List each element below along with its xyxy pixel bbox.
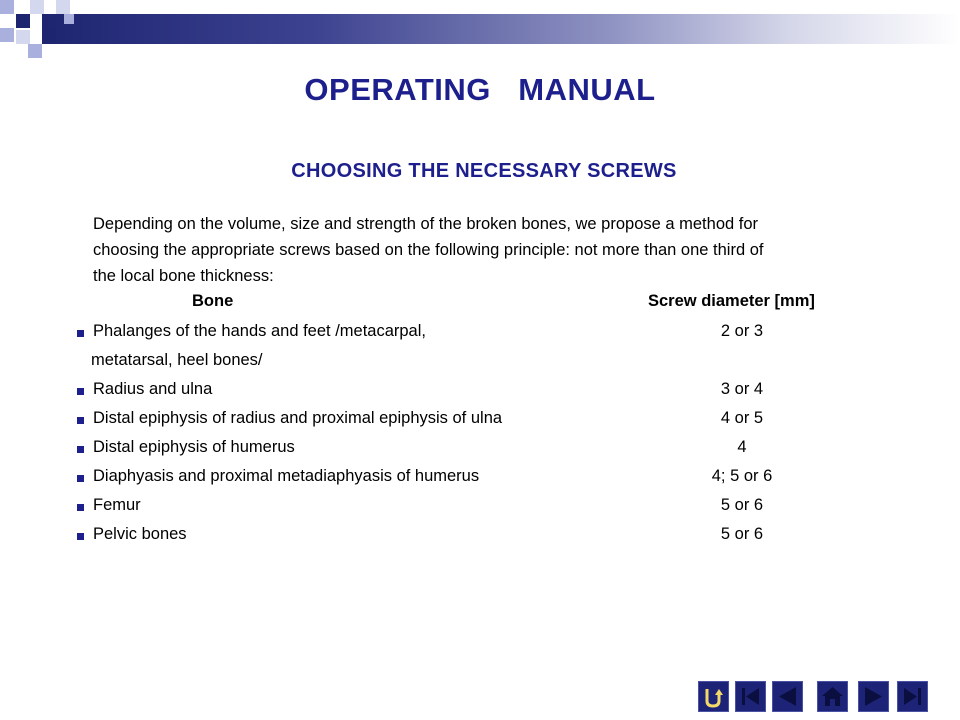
row-bone: Distal epiphysis of radius and proximal epiphysis of ulna xyxy=(93,409,503,427)
header-gradient-band xyxy=(42,14,960,44)
row-bone: Diaphyasis and proximal metadiaphyasis of humerus xyxy=(93,467,480,485)
row-diameter: 4 or 5 xyxy=(720,409,764,427)
header-square-dark-2 xyxy=(42,28,56,42)
row-bone: Distal epiphysis of humerus xyxy=(93,438,295,456)
row-diameter: 5 or 6 xyxy=(720,525,764,543)
row-diameter: 2 or 3 xyxy=(720,322,764,340)
table-row xyxy=(0,380,960,409)
bullet-icon xyxy=(77,417,84,424)
row-diameter: 4; 5 or 6 xyxy=(711,467,773,485)
first-slide-icon xyxy=(735,681,766,712)
section-subtitle: CHOOSING THE NECESSARY SCREWS xyxy=(291,160,677,182)
return-icon xyxy=(698,681,729,712)
row-diameter: 4 xyxy=(737,438,747,456)
next-slide-icon xyxy=(858,681,889,712)
row-diameter: 3 or 4 xyxy=(720,380,764,398)
header-square-light-4 xyxy=(64,14,74,24)
last-slide-icon xyxy=(897,681,928,712)
row-bone: Pelvic bones xyxy=(93,525,187,543)
home-icon xyxy=(817,681,848,712)
intro-line-1: Depending on the volume, size and strength of the broken bones, we propose a method for xyxy=(93,215,759,233)
table-row-continuation xyxy=(0,351,960,380)
intro-line-3: the local bone thickness: xyxy=(93,267,274,285)
intro-paragraph xyxy=(93,211,863,289)
bullet-icon xyxy=(77,388,84,395)
column-header-bone: Bone xyxy=(192,292,234,310)
first-slide-button[interactable] xyxy=(734,680,767,713)
bullet-icon xyxy=(77,533,84,540)
table-row xyxy=(0,496,960,525)
header-square-dark-1 xyxy=(16,14,30,28)
table-row xyxy=(0,409,960,438)
table-row xyxy=(0,525,960,554)
row-bone-continuation: metatarsal, heel bones/ xyxy=(91,351,263,369)
header-square-pale-2 xyxy=(16,30,30,44)
bullet-icon xyxy=(77,475,84,482)
next-slide-button[interactable] xyxy=(857,680,890,713)
bullet-icon xyxy=(77,330,84,337)
header-square-light-3 xyxy=(28,44,42,58)
column-header-screw-diameter: Screw diameter [mm] xyxy=(648,292,815,310)
table-row xyxy=(0,322,960,351)
table-row xyxy=(0,467,960,496)
previous-slide-button[interactable] xyxy=(771,680,804,713)
home-button[interactable] xyxy=(816,680,849,713)
previous-slide-icon xyxy=(772,681,803,712)
page-title: OPERATING MANUAL xyxy=(304,72,656,107)
intro-line-2: choosing the appropriate screws based on the following principle: not more than one third of xyxy=(93,241,764,259)
last-slide-button[interactable] xyxy=(896,680,929,713)
header-square-light-2 xyxy=(0,28,14,42)
return-button[interactable] xyxy=(697,680,730,713)
table-row xyxy=(0,438,960,467)
row-bone: Phalanges of the hands and feet /metacarpal, xyxy=(93,322,426,340)
bullet-icon xyxy=(77,504,84,511)
bullet-icon xyxy=(77,446,84,453)
row-bone: Radius and ulna xyxy=(93,380,213,398)
row-bone: Femur xyxy=(93,496,141,514)
header-square-pale-1 xyxy=(30,0,44,14)
header-square-light-1 xyxy=(0,0,14,14)
header-square-pale-3 xyxy=(56,0,70,14)
row-diameter: 5 or 6 xyxy=(720,496,764,514)
